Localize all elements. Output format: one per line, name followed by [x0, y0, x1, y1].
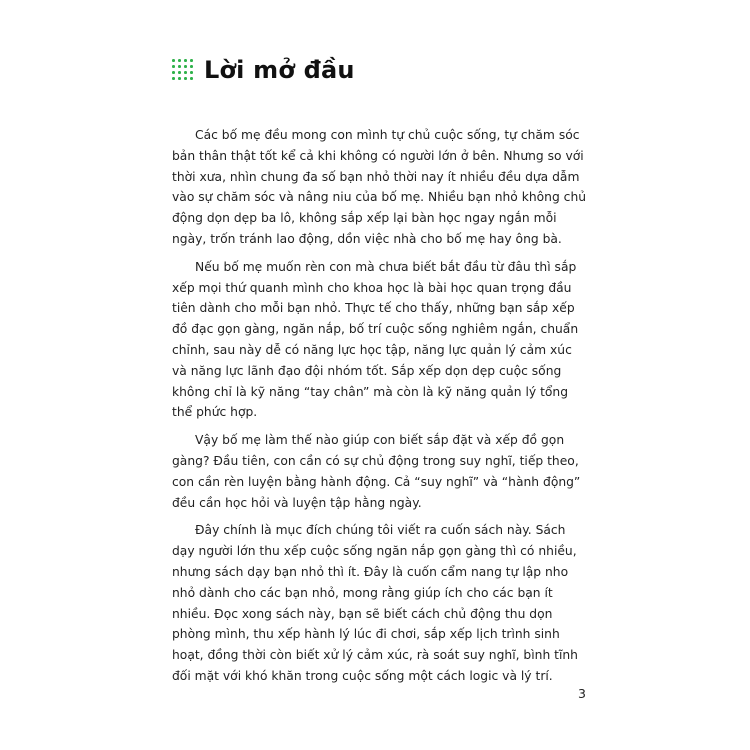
page-number: 3 — [578, 686, 586, 701]
dot-grid-icon — [172, 59, 194, 81]
paragraph: Vậy bố mẹ làm thế nào giúp con biết sắp đặt và xếp đồ gọn gàng? Đầu tiên, con cần có sự chủ động trong suy nghĩ, tiếp theo, con cần rèn luyện bằng hành động. Cả “suy nghĩ” và “hành động” đều cần học hỏi và luyện tập hằng ngày. — [172, 433, 581, 510]
page-title: Lời mở đầu — [204, 56, 355, 84]
section-header — [172, 54, 355, 86]
paragraph: Nếu bố mẹ muốn rèn con mà chưa biết bắt đầu từ đâu thì sắp xếp mọi thứ quanh mình cho khoa học là bài học quan trọng đầu tiên dành cho mỗi bạn nhỏ. Thực tế cho thấy, những bạn sắp xếp đồ đạc gọn gàng, ngăn nắp, bố trí cuộc sống nghiêm ngắn, chuẩn chỉnh, sau này dễ có năng lực học tập, năng lực quản lý cảm xúc và năng lực lãnh đạo đội nhóm tốt. Sắp xếp dọn dẹp cuộc sống không chỉ là kỹ năng “tay chân” mà còn là kỹ năng quản lý tổng thể phức hợp. — [172, 259, 579, 420]
paragraph: Các bố mẹ đều mong con mình tự chủ cuộc sống, tự chăm sóc bản thân thật tốt kể cả khi không có người lớn ở bên. Nhưng so với thời xưa, nhìn chung đa số bạn nhỏ thời nay ít nhiều đều dựa dẫm vào sự chăm sóc và nâng niu của bố mẹ. Nhiều bạn nhỏ không chủ động dọn dẹp ba lô, không sắp xếp lại bàn học ngay ngắn mỗi ngày, trốn tránh lao động, dồn việc nhà cho bố mẹ hay ông bà. — [172, 128, 587, 246]
body-text — [172, 125, 588, 694]
paragraph: Đây chính là mục đích chúng tôi viết ra cuốn sách này. Sách dạy người lớn thu xếp cuộc sống ngăn nắp gọn gàng thì có nhiều, nhưng sách dạy bạn nhỏ thì ít. Đây là cuốn cẩm nang tự lập nho nhỏ dành cho các bạn nhỏ, mong rằng giúp ích cho các bạn ít nhiều. Đọc xong sách này, bạn sẽ biết cách chủ động thu dọn phòng mình, thu xếp hành lý lúc đi chơi, sắp xếp lịch trình sinh hoạt, đồng thời còn biết xử lý cảm xúc, rà soát suy nghĩ, bình tĩnh đối mặt với khó khăn trong cuộc sống một cách logic và lý trí. — [172, 523, 578, 683]
